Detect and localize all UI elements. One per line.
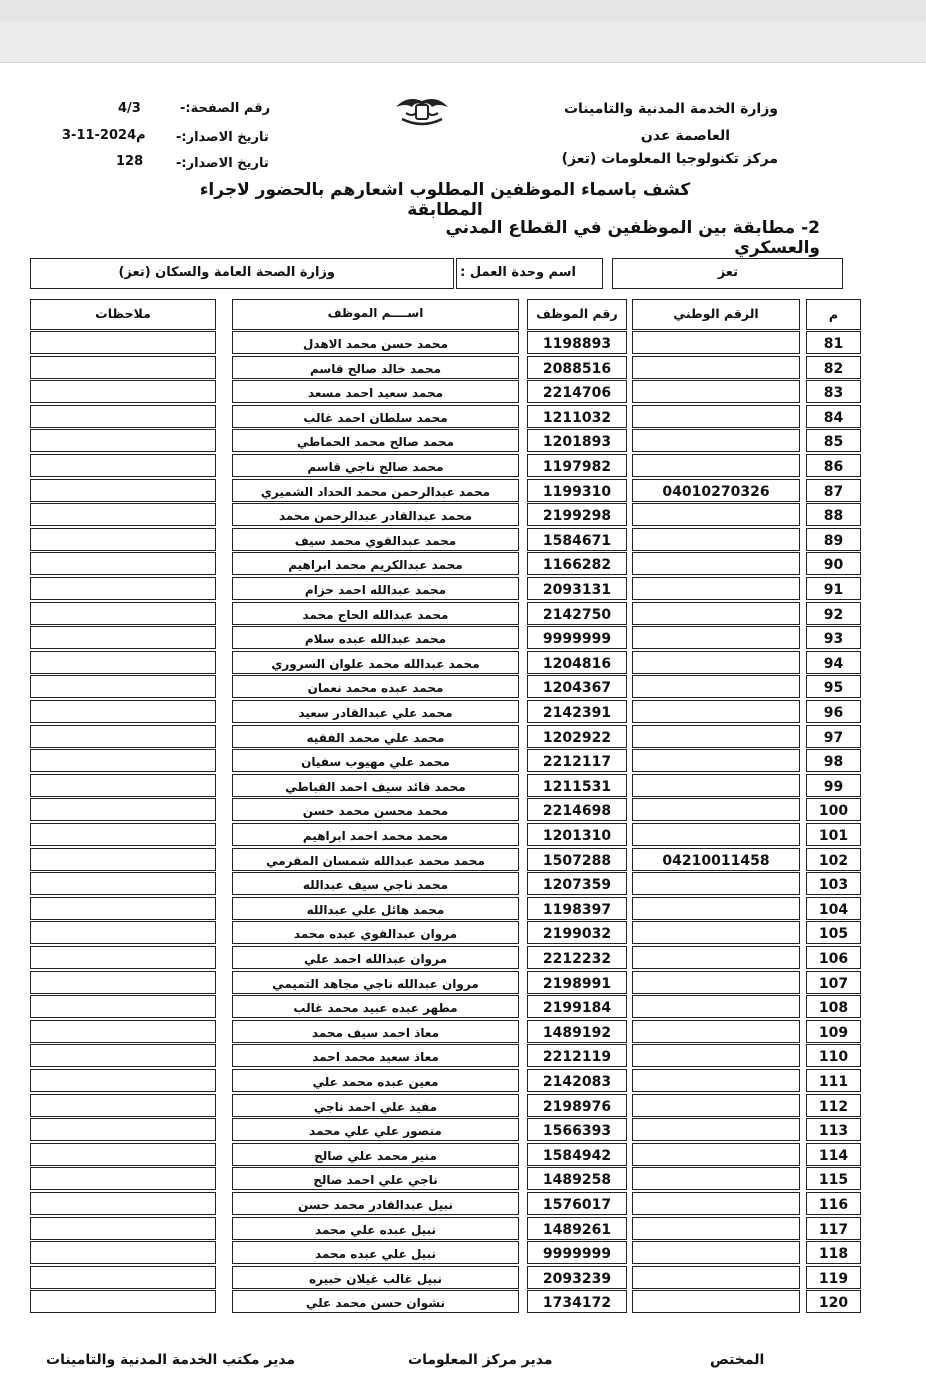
row-notes [30,503,216,526]
row-employee-name: معين عبده محمد علي [232,1069,519,1092]
row-notes [30,774,216,797]
row-notes [30,872,216,895]
row-index: 87 [806,479,861,502]
row-employee-name: محمد صالح ناجي قاسم [232,454,519,477]
row-employee-name: مفيد علي احمد ناجي [232,1094,519,1117]
row-national-id [632,602,800,625]
issue-no-value: 128 [116,154,144,169]
row-employee-name: محمد عبدالرحمن محمد الحداد الشميري [232,479,519,502]
row-national-id [632,1094,800,1117]
row-employee-no: 1204816 [527,651,627,674]
footer-it-manager: مدير مركز المعلومات [408,1352,553,1368]
row-index: 120 [806,1290,861,1313]
row-index: 104 [806,897,861,920]
row-employee-no: 1489258 [527,1167,627,1190]
row-employee-no: 2198991 [527,971,627,994]
row-notes [30,479,216,502]
row-notes [30,331,216,354]
page-value: 4/3 [118,101,141,116]
row-index: 106 [806,946,861,969]
row-index: 94 [806,651,861,674]
row-national-id [632,528,800,551]
row-employee-no: 1489192 [527,1020,627,1043]
row-national-id [632,1069,800,1092]
row-employee-name: محمد هائل علي عبدالله [232,897,519,920]
row-index: 105 [806,921,861,944]
row-employee-name: محمد محسن محمد حسن [232,798,519,821]
row-index: 96 [806,700,861,723]
row-national-id [632,1241,800,1264]
row-employee-no: 9999999 [527,626,627,649]
row-index: 103 [806,872,861,895]
row-index: 99 [806,774,861,797]
row-employee-no: 1202922 [527,725,627,748]
row-index: 102 [806,848,861,871]
row-employee-name: مروان عبدالله ناجي مجاهد التميمي [232,971,519,994]
row-index: 116 [806,1192,861,1215]
row-national-id [632,1020,800,1043]
row-notes [30,995,216,1018]
row-index: 114 [806,1143,861,1166]
row-employee-no: 2142083 [527,1069,627,1092]
row-employee-no: 2088516 [527,356,627,379]
row-notes [30,1143,216,1166]
row-notes [30,405,216,428]
row-employee-name: نبيل عبده علي محمد [232,1217,519,1240]
row-national-id [632,577,800,600]
row-notes [30,380,216,403]
row-national-id [632,503,800,526]
row-notes [30,921,216,944]
row-notes [30,1167,216,1190]
row-employee-no: 2214698 [527,798,627,821]
row-national-id [632,725,800,748]
row-employee-name: محمد علي مهيوب سفيان [232,749,519,772]
row-employee-no: 1584942 [527,1143,627,1166]
row-national-id [632,429,800,452]
header-notes: ملاحظات [30,299,216,330]
row-employee-name: نبيل عبدالقادر محمد حسن [232,1192,519,1215]
row-notes [30,1192,216,1215]
row-index: 93 [806,626,861,649]
row-employee-name: محمد علي محمد الفقيه [232,725,519,748]
row-national-id [632,700,800,723]
row-notes [30,946,216,969]
row-index: 119 [806,1266,861,1289]
issue-date-value: 3-11-2024م [62,128,146,143]
row-national-id [632,1143,800,1166]
row-index: 100 [806,798,861,821]
row-national-id [632,1044,800,1067]
row-employee-no: 2212119 [527,1044,627,1067]
row-notes [30,798,216,821]
row-national-id [632,872,800,895]
row-employee-no: 1207359 [527,872,627,895]
row-notes [30,651,216,674]
section-title: 2- مطابقة بين الموظفين في القطاع المدني والعسكري [445,218,820,258]
row-national-id [632,380,800,403]
city-name: العاصمة عدن [640,128,730,144]
row-employee-name: منصور علي علي محمد [232,1118,519,1141]
row-employee-name: محمد خالد صالح قاسم [232,356,519,379]
row-employee-no: 2199032 [527,921,627,944]
row-national-id: 04010270326 [632,479,800,502]
row-index: 111 [806,1069,861,1092]
row-national-id [632,1217,800,1240]
row-employee-name: محمد سعيد احمد مسعد [232,380,519,403]
row-employee-no: 9999999 [527,1241,627,1264]
row-national-id [632,921,800,944]
header-national-id: الرقم الوطني [632,299,800,330]
row-employee-name: محمد عبده محمد نعمان [232,675,519,698]
row-notes [30,577,216,600]
header-employee-no: رقم الموظف [527,299,627,330]
row-employee-name: محمد سلطان احمد غالب [232,405,519,428]
row-index: 107 [806,971,861,994]
row-national-id [632,454,800,477]
row-national-id [632,749,800,772]
row-employee-name: محمد عبدالله الحاج محمد [232,602,519,625]
header-index: م [806,299,861,330]
row-national-id [632,971,800,994]
row-national-id [632,552,800,575]
row-employee-no: 2214706 [527,380,627,403]
row-notes [30,1069,216,1092]
row-employee-name: محمد محمد عبدالله شمسان المقرمي [232,848,519,871]
row-index: 82 [806,356,861,379]
row-employee-name: معاذ احمد سيف محمد [232,1020,519,1043]
row-employee-no: 1734172 [527,1290,627,1313]
row-national-id [632,897,800,920]
row-index: 88 [806,503,861,526]
row-index: 109 [806,1020,861,1043]
row-employee-name: نشوان حسن محمد علي [232,1290,519,1313]
row-employee-name: محمد عبدالله محمد علوان السروري [232,651,519,674]
row-employee-no: 2199298 [527,503,627,526]
row-notes [30,1266,216,1289]
row-employee-no: 2142750 [527,602,627,625]
row-employee-no: 1204367 [527,675,627,698]
row-employee-no: 1198893 [527,331,627,354]
row-notes [30,1217,216,1240]
row-employee-name: محمد صالح محمد الحماطي [232,429,519,452]
row-national-id [632,356,800,379]
issue-no-label: تاريخ الاصدار:- [176,156,269,171]
row-national-id [632,651,800,674]
row-employee-no: 1489261 [527,1217,627,1240]
page-label: رقم الصفحة:- [180,101,271,116]
row-index: 91 [806,577,861,600]
row-employee-name: محمد عبدالله احمد حزام [232,577,519,600]
row-employee-name: محمد علي عبدالقادر سعيد [232,700,519,723]
row-employee-no: 1211531 [527,774,627,797]
row-index: 112 [806,1094,861,1117]
row-employee-no: 1201893 [527,429,627,452]
row-employee-name: محمد محمد احمد ابراهيم [232,823,519,846]
row-employee-no: 1584671 [527,528,627,551]
row-national-id [632,405,800,428]
row-index: 118 [806,1241,861,1264]
row-employee-no: 1199310 [527,479,627,502]
unit-label-box [456,258,603,289]
row-index: 85 [806,429,861,452]
row-employee-name: محمد عبدالكريم محمد ابراهيم [232,552,519,575]
row-national-id [632,798,800,821]
row-notes [30,454,216,477]
row-employee-name: ناجي علي احمد صالح [232,1167,519,1190]
governorate-box [612,258,843,289]
row-notes [30,1044,216,1067]
row-employee-name: محمد عبدالله عبده سلام [232,626,519,649]
row-notes [30,1118,216,1141]
row-national-id [632,995,800,1018]
row-national-id [632,1118,800,1141]
footer-office-manager: مدير مكتب الخدمة المدنية والتامينات [46,1352,296,1368]
row-notes [30,429,216,452]
row-index: 113 [806,1118,861,1141]
row-employee-name: محمد قائد سيف احمد القباطي [232,774,519,797]
header-name: اســــم الموظف [232,299,519,330]
row-notes [30,528,216,551]
row-notes [30,552,216,575]
row-notes [30,1094,216,1117]
row-index: 115 [806,1167,861,1190]
row-national-id [632,1266,800,1289]
row-notes [30,971,216,994]
row-employee-no: 2199184 [527,995,627,1018]
row-employee-name: مروان عبدالله احمد علي [232,946,519,969]
row-employee-no: 1201310 [527,823,627,846]
row-notes [30,897,216,920]
row-national-id [632,331,800,354]
row-employee-name: محمد عبدالقادر عبدالرحمن محمد [232,503,519,526]
row-employee-name: محمد ناجي سيف عبدالله [232,872,519,895]
center-name: مركز تكنولوجيا المعلومات (تعز) [561,151,778,167]
ministry-name: وزارة الخدمة المدنية والتامينات [563,101,778,117]
row-notes [30,675,216,698]
governorate-value: تعز [717,265,738,280]
row-employee-no: 2142391 [527,700,627,723]
row-national-id [632,823,800,846]
row-employee-no: 2212117 [527,749,627,772]
row-employee-no: 1198397 [527,897,627,920]
row-notes [30,626,216,649]
row-employee-name: محمد حسن محمد الاهدل [232,331,519,354]
row-index: 92 [806,602,861,625]
issue-date-label: تاريخ الاصدار:- [176,130,269,145]
row-employee-no: 2198976 [527,1094,627,1117]
row-index: 90 [806,552,861,575]
row-national-id [632,1167,800,1190]
row-employee-no: 2093239 [527,1266,627,1289]
row-national-id [632,946,800,969]
row-employee-name: معاذ سعيد محمد احمد [232,1044,519,1067]
row-notes [30,356,216,379]
row-national-id [632,626,800,649]
row-notes [30,1020,216,1043]
row-notes [30,1290,216,1313]
row-national-id [632,774,800,797]
row-index: 108 [806,995,861,1018]
row-employee-no: 2093131 [527,577,627,600]
row-employee-name: مطهر عبده عبيد محمد غالب [232,995,519,1018]
row-employee-name: مروان عبدالقوي عبده محمد [232,921,519,944]
row-index: 98 [806,749,861,772]
row-employee-no: 1166282 [527,552,627,575]
unit-value: وزارة الصحة العامة والسكان (تعز) [118,265,335,280]
unit-label: اسم وحدة العمل : [460,265,576,280]
row-employee-name: منير محمد علي صالح [232,1143,519,1166]
row-index: 86 [806,454,861,477]
row-index: 89 [806,528,861,551]
row-notes [30,848,216,871]
row-notes [30,749,216,772]
row-notes [30,602,216,625]
top-strip [0,0,926,22]
row-notes [30,725,216,748]
row-employee-no: 1507288 [527,848,627,871]
row-index: 110 [806,1044,861,1067]
row-national-id: 04210011458 [632,848,800,871]
row-employee-no: 1566393 [527,1118,627,1141]
row-employee-no: 1197982 [527,454,627,477]
footer-specialist: المختص [710,1352,765,1368]
document-title: كشف باسماء الموظفين المطلوب اشعارهم بالحضور لاجراء المطابقة [199,180,691,220]
row-index: 117 [806,1217,861,1240]
row-employee-name: نبيل علي عبده محمد [232,1241,519,1264]
row-index: 101 [806,823,861,846]
row-notes [30,700,216,723]
row-employee-no: 1211032 [527,405,627,428]
row-index: 97 [806,725,861,748]
emblem-icon [392,93,452,129]
row-national-id [632,1192,800,1215]
row-index: 84 [806,405,861,428]
row-notes [30,1241,216,1264]
browser-top-bar [0,0,926,63]
unit-value-box [30,258,454,289]
row-index: 81 [806,331,861,354]
row-employee-name: نبيل غالب غيلان حبيره [232,1266,519,1289]
row-employee-name: محمد عبدالقوي محمد سيف [232,528,519,551]
row-employee-no: 1576017 [527,1192,627,1215]
row-notes [30,823,216,846]
row-index: 95 [806,675,861,698]
row-index: 83 [806,380,861,403]
row-national-id [632,675,800,698]
row-national-id [632,1290,800,1313]
row-employee-no: 2212232 [527,946,627,969]
